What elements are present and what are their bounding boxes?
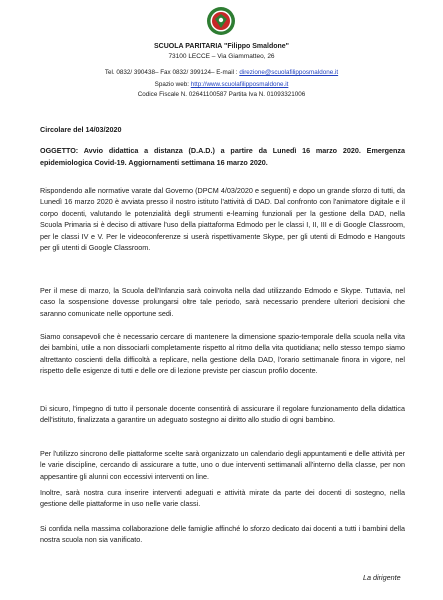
fiscal-info: Codice Fiscale N. 02641100587 Partita Iva N. 01093321006: [137, 91, 306, 98]
body-paragraph: Inoltre, sarà nostra cura inserire interventi adeguati e attività mirate da parte dei docenti di sostegno, nella gestione delle piattaforme in uso nelle varie classi.: [40, 488, 405, 509]
web-line: [0, 81, 443, 88]
website-link[interactable]: http://www.scuolafilipposmaldone.it: [190, 81, 289, 88]
email-link[interactable]: direzione@scuolafilipposmaldone.it: [239, 69, 339, 76]
body-paragraph: Siamo consapevoli che è necessario cercare di mantenere la dimensione spazio-temporale della scuola nella vita dei bambini, utile a non dissociarli completamente rispetto al ritmo della vita quotidiana; nello stesso tempo siamo altrettanto coscienti della difficoltà a replicare, nella gestione della DAD, l'orario settimanale finora in vigore, nel rispetto delle esigenze di tutti e delle ore di lezione previste per ciascun profilo docente.: [40, 332, 405, 376]
body-paragraph: Di sicuro, l'impegno di tutto il personale docente consentirà di assicurare il regolare funzionamento della didattica dell'istituto, finalizzata a garantire un adeguato sostegno ai diritto allo studio di ogni bambino.: [40, 404, 405, 425]
contacts-line: [0, 69, 443, 76]
signature: La dirigente: [363, 573, 401, 582]
circular-title: Circolare del 14/03/2020: [40, 125, 122, 134]
body-paragraph: Per l'utilizzo sincrono delle piattaforme scelte sarà organizzato un calendario degli appuntamenti e delle attività per le varie discipline, cercando di assicurare a tutte, uno o due interventi settimanali all'interno della classe, per non appesantire gli alunni con eccessivi interventi on line.: [40, 449, 405, 481]
school-name: SCUOLA PARITARIA "Filippo Smaldone": [154, 43, 289, 50]
body-paragraph: Si confida nella massima collaborazione delle famiglie affinché lo sforzo dedicato dai docenti a tutti i bambini della nostra scuola non sia vanificato.: [40, 524, 405, 545]
school-crest-logo: [206, 6, 236, 36]
body-paragraph: Rispondendo alle normative varate dal Governo (DPCM 4/03/2020 e seguenti) e dopo un grande sforzo di tutti, da Lunedì 16 marzo 2020 è avviata presso il nostro istituto l'attività di DAD. Dal confronto con l'animatore digitale e il corpo docenti, valutando le potenzialità degli strumenti e-learning funzionali per la gestione della DAD, nella Scuola Primaria si è deciso di attivare l'uso della piattaforma Edmodo per le classi I, II, III e di Google Classroom, per le classi IV e V. Per le videoconferenze si userà rispettivamente Skype, per gli utenti di Edmodo e Hangouts per gli utenti di Google Classroom.: [40, 186, 405, 253]
school-address: 73100 LECCE – Via Giammatteo, 26: [168, 53, 275, 60]
body-paragraph: Per il mese di marzo, la Scuola dell'Infanzia sarà coinvolta nella dad utilizzando Edmodo e Skype. Tuttavia, nel caso la sospensione dovesse prolungarsi oltre tale periodo, sarà necessario prendere ulteriori decisioni che saranno comunicate nelle opportune sedi.: [40, 286, 405, 318]
circular-subject: OGGETTO: Avvio didattica a distanza (D.A.D.) a partire da Lunedì 16 marzo 2020. Emergenza epidemiologica Covid-19. Aggiornamenti settimana 16 marzo 2020.: [40, 146, 405, 167]
web-label: Spazio web:: [154, 81, 191, 88]
contacts-text: Tel. 0832/ 390438– Fax 0832/ 399124– E-mail :: [104, 69, 240, 76]
